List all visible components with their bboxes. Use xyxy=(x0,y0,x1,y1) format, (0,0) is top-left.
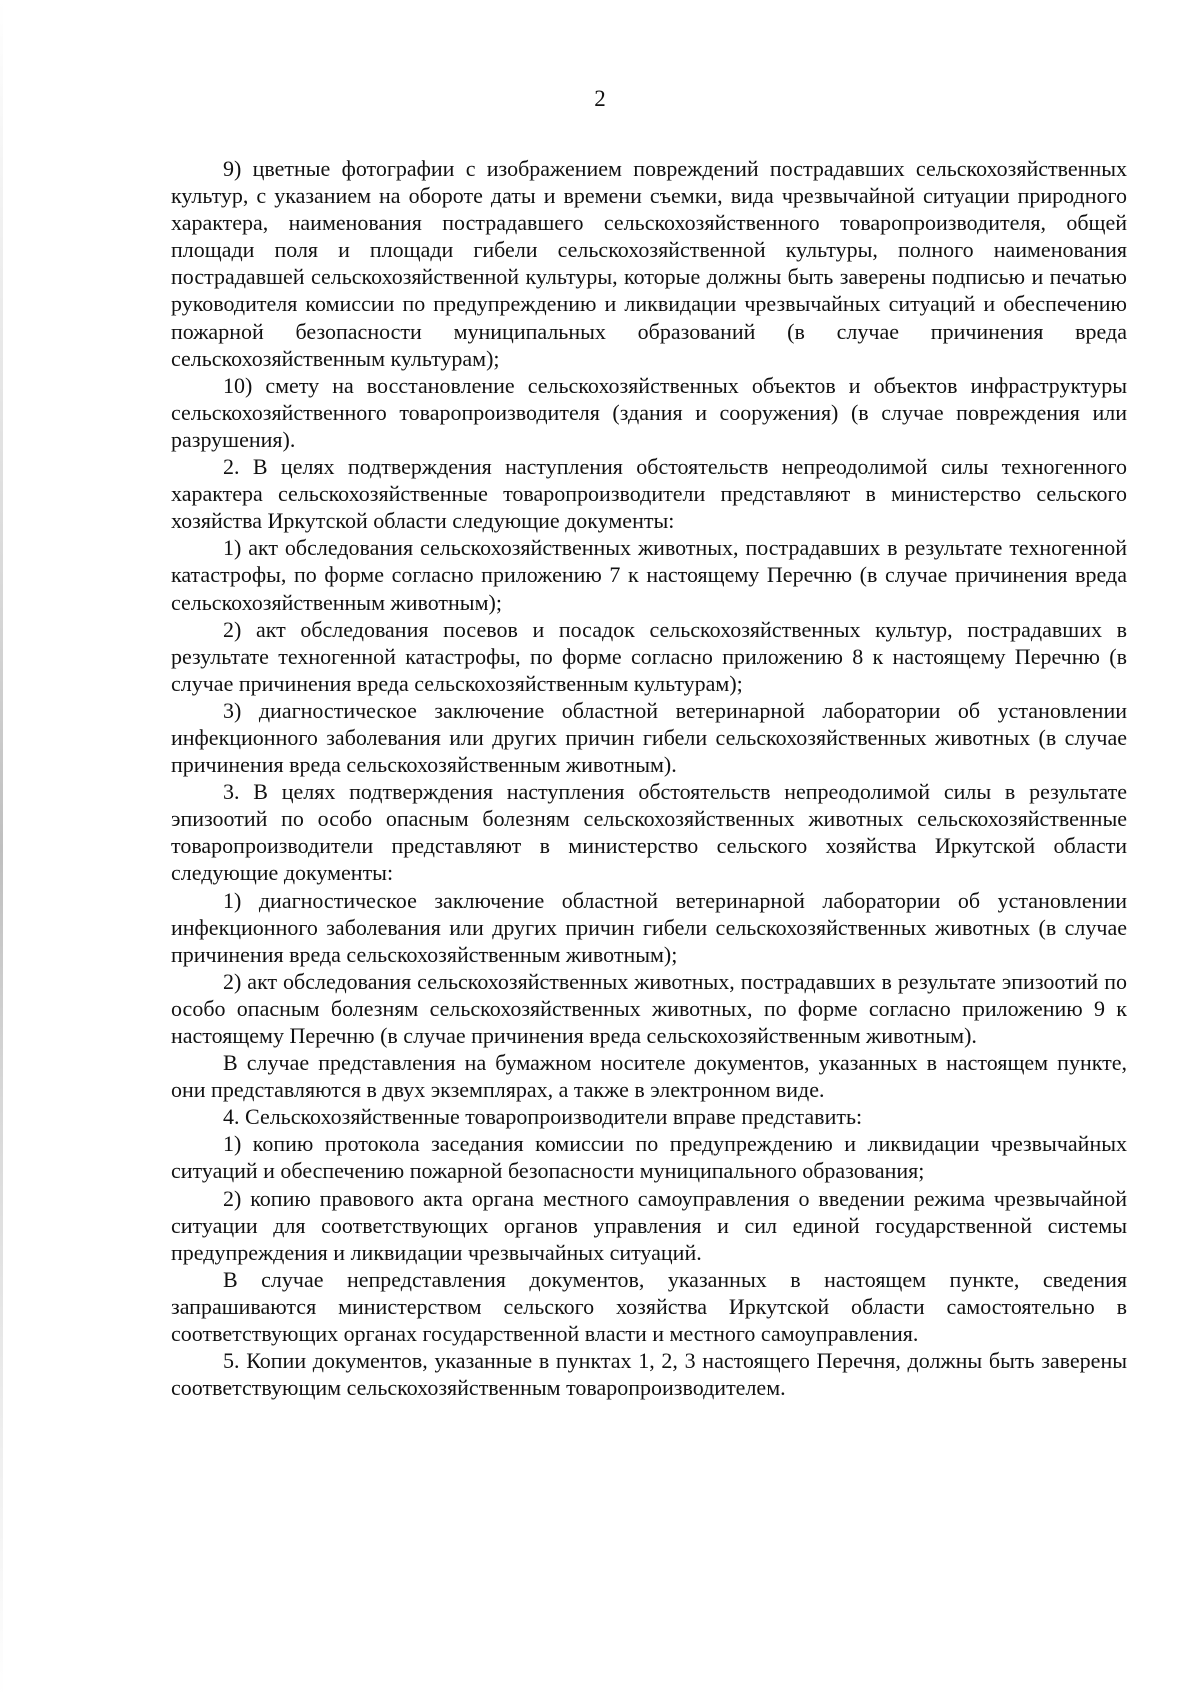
paragraph-section-3-item-2: 2) акт обследования сельскохозяйственных животных, пострадавших в результате эпизоотий по особо опасным болезням сельскохозяйственных животных, по форме согласно приложению 9 к настоящему Перечню (в случае причинения вреда сельскохозяйственным животным). xyxy=(171,968,1127,1048)
paragraph-paper-copies-note: В случае представления на бумажном носителе документов, указанных в настоящем пункте, они представляются в двух экземплярах, а также в электронном виде. xyxy=(171,1050,1127,1103)
paragraph-nonsubmission-note: В случае непредставления документов, указанных в настоящем пункте, сведения запрашиваются министерством сельского хозяйства Иркутской области самостоятельно в соответствующих органах государственной власти и местного самоуправления. xyxy=(171,1266,1127,1347)
document-body xyxy=(171,155,1127,1401)
scan-edge-shadow xyxy=(0,0,3,1697)
page-number: 2 xyxy=(594,86,606,111)
paragraph-section-3-item-1: 1) диагностическое заключение областной ветеринарной лаборатории об установлении инфекционного заболевания или других причин гибели сельскохозяйственных животных (в случае причинения вреда сельскохозяйственным животным); xyxy=(171,887,1127,967)
paragraph-section-2-item-1: 1) акт обследования сельскохозяйственных животных, пострадавших в результате техногенной катастрофы, по форме согласно приложению 7 к настоящему Перечню (в случае причинения вреда сельскохозяйственным животным); xyxy=(171,535,1127,615)
paragraph-section-4-item-2: 2) копию правового акта органа местного самоуправления о введении режима чрезвычайной ситуации для соответствующих органов управления и сил единой государственной системы предупреждения и ликвидации чрезвычайных ситуаций. xyxy=(171,1185,1127,1265)
paragraph-section-4-item-1: 1) копию протокола заседания комиссии по предупреждению и ликвидации чрезвычайных ситуаций и обеспечению пожарной безопасности муниципального образования; xyxy=(171,1131,1127,1184)
paragraph-section-3-intro: 3. В целях подтверждения наступления обстоятельств непреодолимой силы в результате эпизоотий по особо опасным болезням сельскохозяйственных животных сельскохозяйственные товаропроизводители представляют в министерство сельского хозяйства Иркутской области следующие документы: xyxy=(171,779,1127,886)
paragraph-section-4-intro: 4. Сельскохозяйственные товаропроизводители вправе представить: xyxy=(223,1104,863,1130)
paragraph-section-2-intro: 2. В целях подтверждения наступления обстоятельств непреодолимой силы техногенного характера сельскохозяйственные товаропроизводители представляют в министерство сельского хозяйства Иркутской области следующие документы: xyxy=(171,454,1127,534)
page-number-container xyxy=(0,86,1200,112)
paragraph-item-10-estimate: 10) смету на восстановление сельскохозяйственных объектов и объектов инфраструктуры сельскохозяйственного товаропроизводителя (здания и сооружения) (в случае повреждения или разрушения). xyxy=(171,372,1127,452)
paragraph-section-2-item-3: 3) диагностическое заключение областной ветеринарной лаборатории об установлении инфекционного заболевания или других причин гибели сельскохозяйственных животных (в случае причинения вреда сельскохозяйственным животным). xyxy=(171,697,1127,778)
paragraph-section-2-item-2: 2) акт обследования посевов и посадок сельскохозяйственных культур, пострадавших в результате техногенной катастрофы, по форме согласно приложению 8 к настоящему Перечню (в случае причинения вреда сельскохозяйственным культурам); xyxy=(171,616,1127,696)
paragraph-section-5: 5. Копии документов, указанные в пунктах 1, 2, 3 настоящего Перечня, должны быть заверены соответствующим сельскохозяйственным товаропроизводителем. xyxy=(171,1348,1127,1401)
paragraph-item-9-photos: 9) цветные фотографии с изображением повреждений пострадавших сельскохозяйственных культур, с указанием на обороте даты и времени съемки, вида чрезвычайной ситуации природного характера, наименования пострадавшего сельскохозяйственного товаропроизводителя, общей площади поля и площади гибели сельскохозяйственной культуры, полного наименования пострадавшей сельскохозяйственной культуры, которые должны быть заверены подписью и печатью руководителя комиссии по предупреждению и ликвидации чрезвычайных ситуаций и обеспечению пожарной безопасности муниципальных образований (в случае причинения вреда сельскохозяйственным культурам); xyxy=(171,156,1127,371)
